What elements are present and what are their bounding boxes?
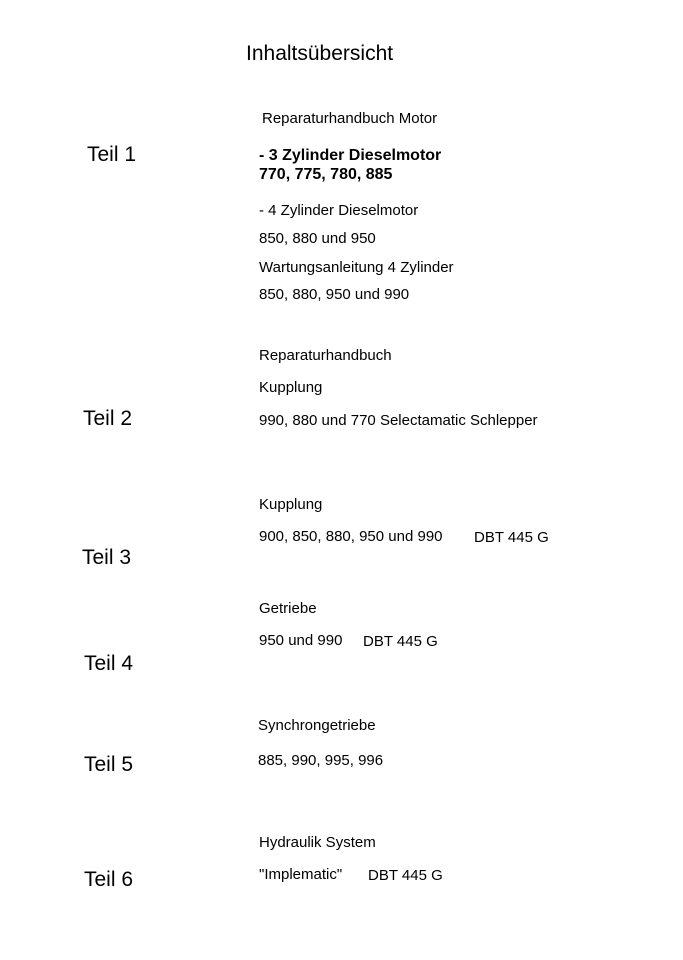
part-5-models: 885, 990, 995, 996 [258, 752, 384, 769]
part-5-heading: Synchrongetriebe [258, 717, 376, 734]
page-title: Inhaltsübersicht [246, 42, 394, 65]
part-3-models: 900, 850, 880, 950 und 990 [259, 528, 443, 545]
part-1-4-zylinder: - 4 Zylinder Dieselmotor [259, 202, 419, 219]
part-label-teil-3: Teil 3 [82, 546, 132, 569]
part-1-4-zylinder-models: 850, 880 und 950 [259, 230, 376, 247]
part-4-code: DBT 445 G [363, 633, 438, 650]
part-label-teil-6: Teil 6 [84, 868, 134, 891]
part-6-code: DBT 445 G [368, 867, 443, 884]
part-4-heading: Getriebe [259, 600, 317, 617]
part-1-3-zylinder-models: 770, 775, 780, 885 [259, 166, 393, 183]
part-3-code: DBT 445 G [474, 529, 549, 546]
part-6-heading: Hydraulik System [259, 834, 376, 851]
part-label-teil-4: Teil 4 [84, 652, 134, 675]
part-4-models: 950 und 990 [259, 632, 343, 649]
part-6-implematic: "Implematic" [259, 866, 343, 883]
part-2-kupplung: Kupplung [259, 379, 323, 396]
part-label-teil-1: Teil 1 [87, 143, 137, 166]
part-label-teil-2: Teil 2 [83, 407, 133, 430]
part-2-heading: Reparaturhandbuch [259, 347, 392, 364]
part-3-heading: Kupplung [259, 496, 323, 513]
part-1-3-zylinder: - 3 Zylinder Dieselmotor [259, 147, 442, 164]
part-1-wartungsanleitung: Wartungsanleitung 4 Zylinder [259, 259, 454, 276]
part-label-teil-5: Teil 5 [84, 753, 134, 776]
part-1-wartung-models: 850, 880, 950 und 990 [259, 286, 410, 303]
part-2-models: 990, 880 und 770 Selectamatic Schlepper [259, 412, 538, 429]
part-1-heading: Reparaturhandbuch Motor [262, 110, 438, 127]
